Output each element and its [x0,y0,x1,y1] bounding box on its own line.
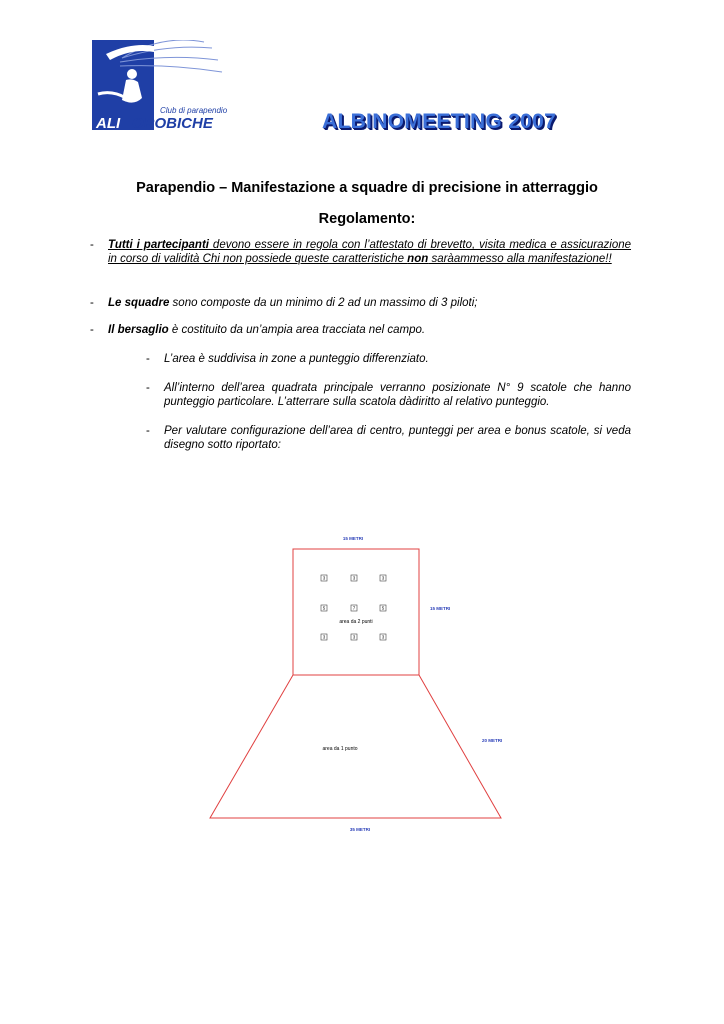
scoring-box-value: 5 [322,605,326,611]
top-dimension-label: 15 METRI [342,536,364,541]
bottom-dimension-label: 35 METRI [349,827,371,832]
rule-text: è costituito da un’ampia area tracciata nel campo. [168,324,426,336]
target-diagram [200,528,520,838]
subrule-text: L’area è suddivisa in zone a punteggio differenziato. [164,353,429,365]
scoring-boxes [321,575,386,640]
brand-left: ALI [96,115,121,130]
list-dash: - [146,353,150,365]
scoring-box-value: 3 [322,575,326,581]
rule-bold: Tutti i partecipanti [108,239,209,251]
rule-bold: Le squadre [108,297,170,309]
scoring-box-value: 3 [381,575,385,581]
square-area [293,549,419,675]
area-1-label: area da 1 punto [322,746,358,752]
scoring-box-value: 3 [352,575,356,581]
subrule-diagram [146,424,631,452]
brand-right: OROBICHE [132,115,213,130]
list-dash: - [90,324,94,336]
scoring-box-value: 5 [381,605,385,611]
subrule-boxes [146,381,631,409]
scoring-box-value: 3 [381,634,385,640]
list-dash: - [90,297,94,309]
rule-target [90,323,631,337]
list-dash: - [146,425,150,437]
page-title: ALBINOMEETING 2007 [322,110,557,133]
slant-dimension-label: 20 METRI [482,738,503,743]
list-dash: - [146,382,150,394]
right-dimension-label: 15 METRI [430,606,451,611]
list-dash: - [90,239,94,251]
rule-text: sono composte da un minimo di 2 ad un massimo di 3 piloti; [169,297,478,309]
subrule-text: Per valutare configurazione dell’area di centro, punteggi per area e bonus scatole, si veda disegno sotto riportato: [164,425,631,451]
rule-text-end: saràammesso alla manifestazione!! [428,253,612,265]
subrule-text: All’interno dell’area quadrata principale verranno posizionate N° 9 scatole che hanno punteggio particolare. L’atterrare sulla scatola dàdiritto al relativo punteggio. [164,382,631,408]
rule-emphasis: non [407,253,429,265]
club-logo [92,40,230,130]
section-heading: Regolamento: [318,211,416,227]
page-subtitle: Parapendio – Manifestazione a squadre di precisione in atterraggio [136,180,598,196]
scoring-box-value: 3 [352,634,356,640]
scoring-box-value: 3 [322,634,326,640]
rule-teams [90,296,631,310]
rule-bold: Il bersaglio [108,324,169,336]
area-2-label: area da 2 punti [339,619,373,625]
club-text: Club di parapendio [160,106,228,115]
rule-text: devono essere in regola con l’attestato di brevetto, visita medica e assicurazione in corso di validità Chi non possiede queste caratteristiche [108,239,632,265]
rule-participants [90,238,631,266]
pilot-icon [127,69,137,79]
scoring-box-value: 7 [352,605,356,611]
subrule-zones [146,352,631,366]
